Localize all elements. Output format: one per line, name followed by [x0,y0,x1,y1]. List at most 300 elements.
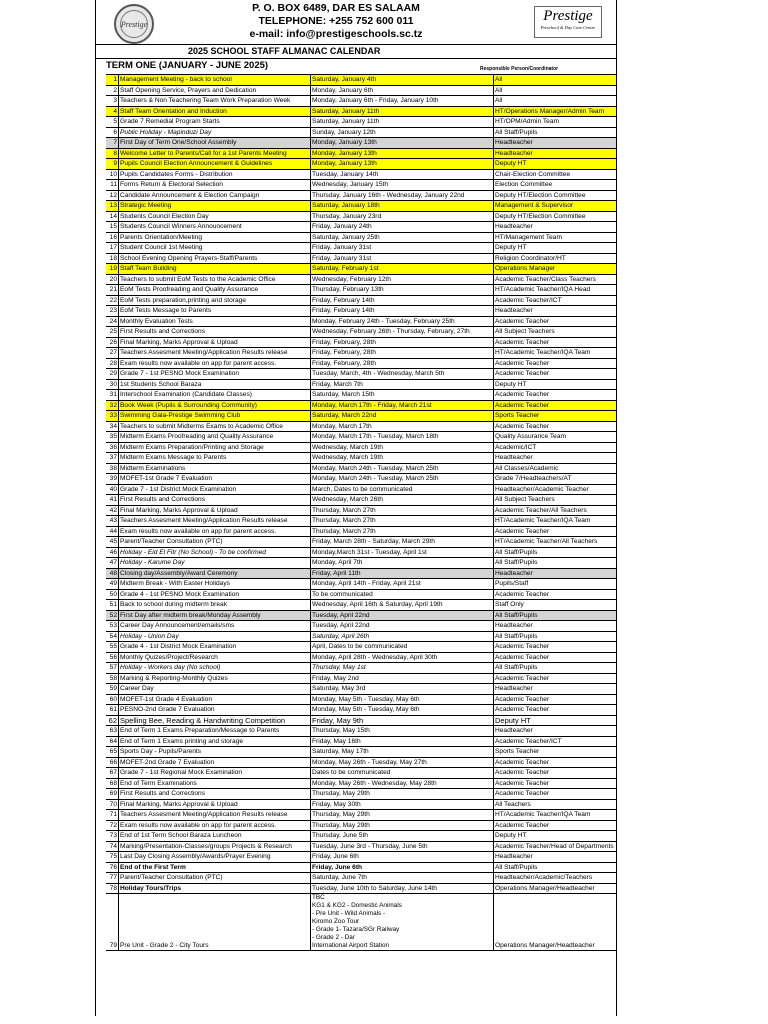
responsible-cell: Academic Teacher [494,390,617,401]
letterhead [96,0,616,45]
responsible-cell: Sports Teacher [494,747,617,758]
responsible-cell: Headteacher [494,726,617,737]
activity-cell: Teachers to submit Midterms Exams to Academic Office [119,421,311,432]
date-cell: Saturday, January 25th [311,232,494,243]
responsible-cell: Academic Teacher [494,642,617,653]
activity-cell: Final Marking, Marks Approval & Upload [119,505,311,516]
activity-cell: Exam results now available on app for parent access. [119,358,311,369]
responsible-cell: HT/Academic Teacher/All Teachers [494,537,617,548]
responsible-cell: All [494,75,617,86]
activity-cell: First Day of Term One/School Assembly [119,138,311,149]
date-cell: Thursday, January 16th - Wednesday, January 22nd [311,190,494,201]
responsible-cell: Religion Coordinator/HT [494,253,617,264]
responsible-cell: Academic Teacher/All Teachers [494,505,617,516]
activity-cell: Pre Unit - Grade 2 - City Tours [119,894,311,951]
date-cell: Friday, January 24th [311,222,494,233]
table-row [106,295,617,306]
date-cell: Thursday, May 29th [311,789,494,800]
table-row [106,862,617,873]
table-row [106,190,617,201]
table-row [106,642,617,653]
table-row [106,621,617,632]
row-number: 22 [106,295,119,306]
activity-cell: Final Marking, Marks Approval & Upload [119,799,311,810]
table-row [106,568,617,579]
activity-cell: Career Day [119,684,311,695]
date-cell: Wednesday, January 15th [311,180,494,191]
responsible-cell: HT/OPM/Admin Team [494,117,617,128]
row-number: 3 [106,96,119,107]
row-number: 19 [106,264,119,275]
activity-cell: Grade 4 - 1st PESNO Mock Examination [119,589,311,600]
row-number: 77 [106,873,119,884]
table-row [106,705,617,716]
responsible-cell: Academic Teacher [494,652,617,663]
activity-cell: First Day after midterm break/Monday Assembly [119,610,311,621]
table-row [106,264,617,275]
date-cell: Friday, February, 28th [311,337,494,348]
responsible-cell: Academic Teacher [494,358,617,369]
table-row [106,526,617,537]
row-number: 27 [106,348,119,359]
responsible-cell: Deputy HT/Election Committee [494,211,617,222]
date-cell: Saturday, May 17th [311,747,494,758]
activity-cell: Holiday - Workers day (No school) [119,663,311,674]
responsible-cell: Academic Teacher [494,337,617,348]
row-number: 51 [106,600,119,611]
activity-cell: Teachers & Non Teachering Team Work Preparation Week [119,96,311,107]
table-row [106,537,617,548]
table-row [106,600,617,611]
activity-cell: Spelling Bee, Reading & Handwriting Competition [119,715,311,726]
row-number: 68 [106,778,119,789]
activity-cell: End of Term 1 Exams printing and storage [119,736,311,747]
row-number: 71 [106,810,119,821]
date-cell: Friday, March 28th - Saturday, March 29th [311,537,494,548]
responsible-column-header: Responsible Person/Coordinator [480,66,559,72]
row-number: 54 [106,631,119,642]
row-number: 63 [106,726,119,737]
table-row [106,684,617,695]
row-number: 16 [106,232,119,243]
responsible-cell: Academic Teacher [494,421,617,432]
row-number: 25 [106,327,119,338]
responsible-cell: Academic Teacher/Head of Departments [494,841,617,852]
date-cell: Wednesday, March 19th [311,442,494,453]
row-number: 2 [106,85,119,96]
date-cell: To be communicated [311,589,494,600]
responsible-cell: Operations Manager [494,264,617,275]
date-cell: Friday, June 6th [311,852,494,863]
responsible-cell: Chair-Election Committee [494,169,617,180]
table-row [106,411,617,422]
responsible-cell: Quality Assurance Team [494,432,617,443]
school-logo-right: Prestige Preschool & Day Care Centre [534,6,602,38]
row-number: 69 [106,789,119,800]
activity-cell: Students Council Election Day [119,211,311,222]
responsible-cell: Academic Teacher [494,768,617,779]
date-cell: Wednesday, March 26th [311,495,494,506]
almanac-table [106,74,617,951]
date-cell: Saturday, January 11th [311,117,494,128]
responsible-cell: Academic Teacher [494,589,617,600]
table-row [106,306,617,317]
date-cell: Monday, January 13th [311,159,494,170]
table-row [106,768,617,779]
table-row [106,148,617,159]
table-row [106,474,617,485]
activity-cell: Midterm Break - With Easter Holidays [119,579,311,590]
table-row [106,883,617,894]
date-cell: Saturday, January 4th [311,75,494,86]
responsible-cell: Academic Teacher [494,316,617,327]
activity-cell: Students Council Winners Announcement [119,222,311,233]
table-row [106,421,617,432]
responsible-cell: All Staff/Pupils [494,631,617,642]
date-cell: Thursday, June 5th [311,831,494,842]
date-cell: Monday, April 7th [311,558,494,569]
table-row [106,841,617,852]
activity-cell: Management Meeting - back to school [119,75,311,86]
activity-cell: MOFET-1st Grade 7 Evaluation [119,474,311,485]
responsible-cell: Headteacher [494,222,617,233]
activity-cell: Teachers to submit EoM Tests to the Academic Office [119,274,311,285]
table-row [106,495,617,506]
responsible-cell: Deputy HT [494,379,617,390]
date-cell: Thursday, May 15th [311,726,494,737]
table-row [106,180,617,191]
term-header [106,58,616,74]
row-number: 66 [106,757,119,768]
table-row [106,211,617,222]
telephone-line: TELEPHONE: +255 752 600 011 [258,15,414,27]
almanac-page [95,0,617,1016]
responsible-cell: Academic Teacher [494,789,617,800]
date-cell: Monday, May 26th - Tuesday, May 27th [311,757,494,768]
row-number: 47 [106,558,119,569]
table-row [106,673,617,684]
date-cell: Monday, February 24th - Tuesday, February 25th [311,316,494,327]
activity-cell: Parents Orientation/Meeting [119,232,311,243]
date-cell: Monday, May 5th - Tuesday, May 6th [311,694,494,705]
row-number: 20 [106,274,119,285]
row-number: 37 [106,453,119,464]
date-cell: Thursday, January 23rd [311,211,494,222]
responsible-cell: Academic Teacher [494,369,617,380]
table-row [106,316,617,327]
date-cell: Wednesday, February 26th - Thursday, February, 27th [311,327,494,338]
table-row [106,232,617,243]
table-row [106,106,617,117]
date-cell: Monday, March 24th - Tuesday, March 25th [311,463,494,474]
row-number: 43 [106,516,119,527]
row-number: 38 [106,463,119,474]
table-row [106,379,617,390]
row-number: 41 [106,495,119,506]
table-row [106,789,617,800]
table-row [106,558,617,569]
table-row [106,579,617,590]
row-number: 40 [106,484,119,495]
responsible-cell: Headteacher/Academic Teacher [494,484,617,495]
table-row [106,694,617,705]
row-number: 6 [106,127,119,138]
table-row [106,138,617,149]
row-number: 29 [106,369,119,380]
activity-cell: EoM Tests preparation,printing and storage [119,295,311,306]
responsible-cell: Academic Teacher/ICT [494,295,617,306]
row-number: 44 [106,526,119,537]
date-cell: Tuesday, April 22nd [311,621,494,632]
activity-cell: End of the First Term [119,862,311,873]
table-row [106,327,617,338]
row-number: 33 [106,411,119,422]
row-number: 35 [106,432,119,443]
date-cell: Saturday, May 3rd [311,684,494,695]
responsible-cell: All Teachers [494,799,617,810]
table-row [106,484,617,495]
activity-cell: Student Council 1st Meeting [119,243,311,254]
activity-cell: Closing day/Assembly/Award Ceremony [119,568,311,579]
activity-cell: Holiday Tours/Trips [119,883,311,894]
row-number: 13 [106,201,119,212]
responsible-cell: Academic Teacher [494,694,617,705]
address-line: P. O. BOX 6489, DAR ES SALAAM [252,2,420,14]
activity-cell: Holiday - Karume Day [119,558,311,569]
date-cell: Monday, March 17th - Tuesday, March 18th [311,432,494,443]
table-row [106,799,617,810]
activity-cell: Teachers Assesment Meeting/Application Results release [119,810,311,821]
responsible-cell: Academic Teacher/Class Teachers [494,274,617,285]
activity-cell: EoM Tests Message to Parents [119,306,311,317]
activity-cell: Last Day Closing Assembly/Awards/Prayer Evening [119,852,311,863]
date-cell: Monday, March 17th [311,421,494,432]
table-row [106,610,617,621]
contact-block [206,2,466,41]
table-row [106,778,617,789]
responsible-cell: All Staff/Pupils [494,862,617,873]
activity-cell: Exam results now available on app for parent access. [119,526,311,537]
responsible-cell: Management & Supervisor [494,201,617,212]
row-number: 42 [106,505,119,516]
activity-cell: First Results and Corrections [119,495,311,506]
date-cell: Saturday, June 7th [311,873,494,884]
date-cell: Friday, May 2nd [311,673,494,684]
responsible-cell: Deputy HT [494,831,617,842]
activity-cell: Public Holiday - Mapinduzi Day [119,127,311,138]
date-cell: Friday, February, 28th [311,358,494,369]
activity-cell: Monthly Evaluation Tests [119,316,311,327]
activity-cell: Sports Day - Pupils/Parents [119,747,311,758]
responsible-cell: Academic Teacher [494,757,617,768]
row-number: 72 [106,820,119,831]
row-number: 10 [106,169,119,180]
activity-cell: Interschool Examination (Candidate Classes) [119,390,311,401]
term-title: TERM ONE (JANUARY - JUNE 2025) [106,60,269,71]
table-row [106,663,617,674]
responsible-cell: Headteacher [494,306,617,317]
responsible-cell: HT/Academic Teacher/IQA Team [494,810,617,821]
table-row [106,852,617,863]
table-row [106,117,617,128]
date-cell: Thursday, May 29th [311,820,494,831]
responsible-cell: HT/Academic Teacher/IQA Team [494,516,617,527]
table-row [106,243,617,254]
responsible-cell: Pupils/Staff [494,579,617,590]
responsible-cell: Headteacher [494,568,617,579]
date-cell: Wednesday, March 19th [311,453,494,464]
table-row [106,348,617,359]
row-number: 36 [106,442,119,453]
row-number: 67 [106,768,119,779]
row-number: 18 [106,253,119,264]
responsible-cell: HT/Academic Teacher/IQA Team [494,348,617,359]
table-row [106,274,617,285]
row-number: 50 [106,589,119,600]
activity-cell: Book Week (Pupils & Surrounding Community) [119,400,311,411]
activity-cell: MOFET-2nd Grade 7 Evaluation [119,757,311,768]
responsible-cell: Headteacher [494,621,617,632]
responsible-cell: Deputy HT/Election Committee [494,190,617,201]
date-cell: Tuesday, June 3rd - Thursday, June 5th [311,841,494,852]
table-row [106,463,617,474]
row-number: 70 [106,799,119,810]
activity-cell: Pupils Council Election Announcement & Guidelines [119,159,311,170]
table-row [106,652,617,663]
activity-cell: Staff Team Orientation and Induction [119,106,311,117]
responsible-cell: Academic Teacher [494,526,617,537]
activity-cell: End of Term 1 Exams Preparation/Message to Parents [119,726,311,737]
date-cell: April, Dates to be communicated [311,642,494,653]
activity-cell: Grade 7 Remedial Program Starts [119,117,311,128]
table-row [106,726,617,737]
responsible-cell: Academic Teacher [494,778,617,789]
row-number: 64 [106,736,119,747]
table-row [106,505,617,516]
activity-cell: Grade 7 - 1st Regional Mock Examination [119,768,311,779]
activity-cell: First Results and Corrections [119,789,311,800]
table-row [106,358,617,369]
table-row [106,831,617,842]
calendar-title: 2025 SCHOOL STAFF ALMANAC CALENDAR [96,44,616,59]
table-row [106,222,617,233]
table-row [106,516,617,527]
activity-cell: Parent/Teacher Consultation (PTC) [119,873,311,884]
date-cell: Friday, May 30th [311,799,494,810]
date-cell: Friday, February, 28th [311,348,494,359]
responsible-cell: Academic Teacher [494,820,617,831]
row-number: 45 [106,537,119,548]
activity-cell: EoM Tests Proofreading and Quality Assurance [119,285,311,296]
table-row [106,442,617,453]
activity-cell: Midterm Exams Preparation/Printing and Storage [119,442,311,453]
date-cell: Friday, January 31st [311,253,494,264]
table-row [106,400,617,411]
table-row [106,820,617,831]
row-number: 32 [106,400,119,411]
date-cell: Monday, May 26th - Wednesday, May 28th [311,778,494,789]
activity-cell: Midterm Examinations [119,463,311,474]
activity-cell: Back to school during midterm break [119,600,311,611]
responsible-cell: Staff Only [494,600,617,611]
table-row [106,159,617,170]
row-number: 14 [106,211,119,222]
row-number: 15 [106,222,119,233]
row-number: 30 [106,379,119,390]
table-row [106,169,617,180]
row-number: 73 [106,831,119,842]
activity-cell: Midterm Exams Message to Parents [119,453,311,464]
responsible-cell: Academic Teacher/ICT [494,736,617,747]
table-row [106,810,617,821]
date-cell: Friday, May 16th [311,736,494,747]
table-row [106,337,617,348]
responsible-cell: Academic Teacher [494,673,617,684]
activity-cell: Marking/Presentation-Classes/groups Projects & Research [119,841,311,852]
table-row [106,715,617,726]
table-row [106,453,617,464]
activity-cell: Strategic Meeting [119,201,311,212]
row-number: 78 [106,883,119,894]
row-number: 7 [106,138,119,149]
activity-cell: Grade 7 - 1st District Mock Examination [119,484,311,495]
responsible-cell: Headteacher [494,852,617,863]
activity-cell: MOFET-1st Grade 4 Evaluation [119,694,311,705]
responsible-cell: All [494,85,617,96]
activity-cell: Teachers Assesment Meeting/Application Results release [119,516,311,527]
date-cell: Saturday, January 18th [311,201,494,212]
row-number: 62 [106,715,119,726]
table-row [106,253,617,264]
responsible-cell: Headteacher [494,138,617,149]
activity-cell: Career Day Announcement/emails/sms [119,621,311,632]
date-cell: Sunday, January 12th [311,127,494,138]
date-cell: Tuesday, January 14th [311,169,494,180]
table-row [106,285,617,296]
date-cell: Friday, January 31st [311,243,494,254]
responsible-cell: Headteacher/Academic/Teachers [494,873,617,884]
date-cell: Friday, February 14th [311,306,494,317]
row-number: 53 [106,621,119,632]
responsible-cell: Sports Teacher [494,411,617,422]
activity-cell: School Evening Opening Prayers-Staff/Parents [119,253,311,264]
row-number: 49 [106,579,119,590]
activity-cell: End of 1st Term School Baraza Luncheon [119,831,311,842]
activity-cell: PESNO-2nd Grade 7 Evaluation [119,705,311,716]
row-number: 21 [106,285,119,296]
date-cell: Thursday, February 13th [311,285,494,296]
date-cell: Saturday, January 11th [311,106,494,117]
row-number: 60 [106,694,119,705]
date-cell: Tuesday, March, 4th - Wednesday, March 5th [311,369,494,380]
responsible-cell: HT/Academic Teacher/IQA Head [494,285,617,296]
activity-cell: Marking & Reporting-Monthly Quizes [119,673,311,684]
activity-cell: Swimming Gala-Prestige Swimming Club [119,411,311,422]
responsible-cell: Deputy HT [494,243,617,254]
date-cell: Monday, January 13th [311,138,494,149]
date-cell: Dates to be communicated [311,768,494,779]
table-row [106,757,617,768]
row-number: 52 [106,610,119,621]
activity-cell: First Results and Corrections [119,327,311,338]
responsible-cell: All Subject Teachers [494,495,617,506]
date-cell: Monday, January 6th - Friday, January 10th [311,96,494,107]
responsible-cell: HT/Management Team [494,232,617,243]
date-cell: TBC KG1 & KG2 - Domestic Animals - Pre Unit - Wild Animals - Kiromo Zoo Tour - Grade 1- Tazara/SGr Railway - Grade 2 - Dar International Airport Station [311,894,494,951]
responsible-cell: Academic Teacher [494,400,617,411]
date-cell: Monday, January 13th [311,148,494,159]
date-cell: Monday, March 24th - Tuesday, March 25th [311,474,494,485]
